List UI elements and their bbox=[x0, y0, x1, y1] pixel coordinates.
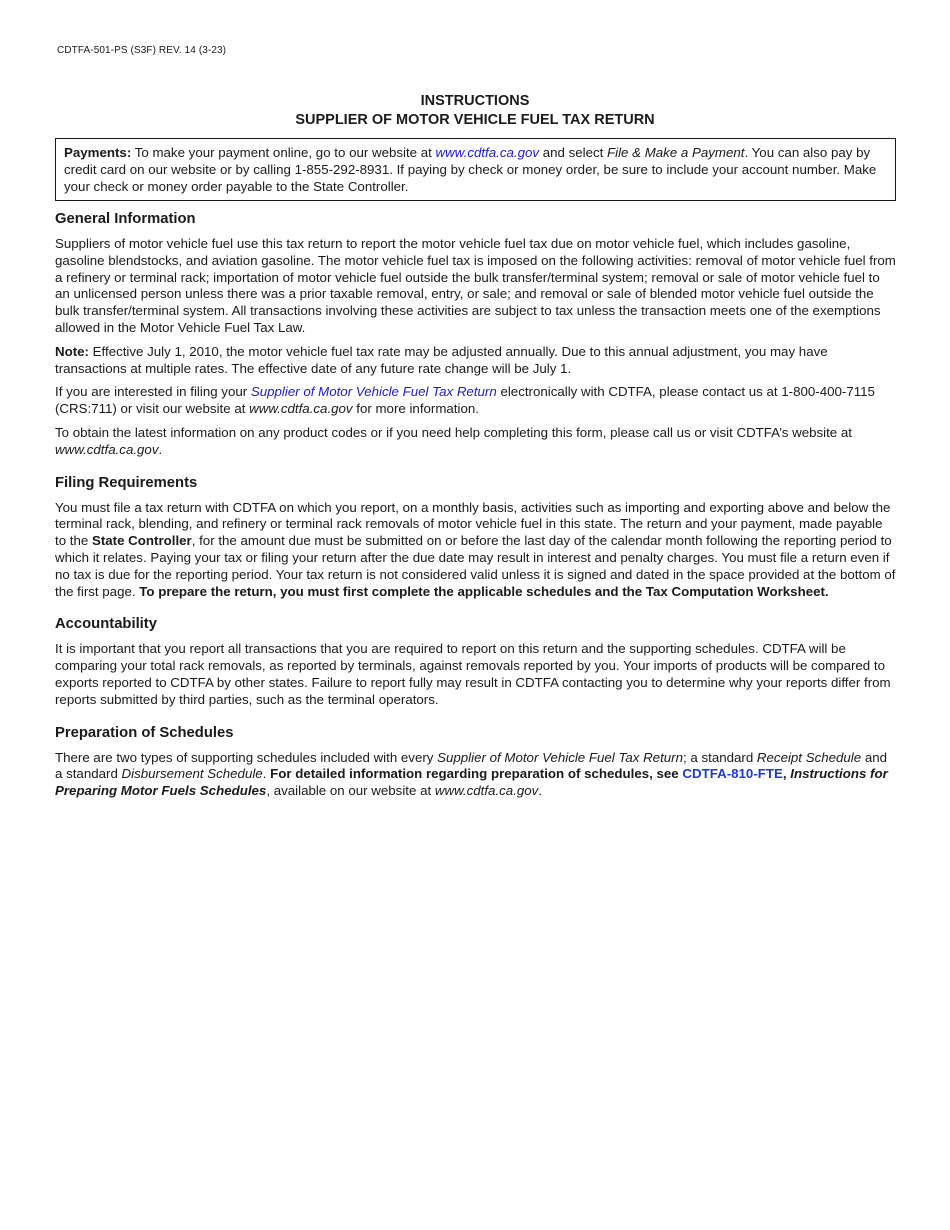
preparation-of-schedules-section bbox=[55, 724, 897, 800]
receipt-schedule: Receipt Schedule bbox=[756, 749, 862, 765]
filing-text-1: You must file a tax return with CDTFA on which you report, on a monthly basis, activities such as importing and exporting above and below the terminal rack, blending, and refinery or terminal rack removals of motor vehicle fuel in this state. The return and your payment, made payable to the bbox=[55, 499, 891, 549]
state-controller: State Controller bbox=[91, 533, 192, 549]
general-information-section bbox=[55, 210, 897, 459]
filing-text-2: , for the amount due must be submitted on or before the last day of the calendar month following the reporting period to which it relates. Paying your tax or filing your return after the due date may result in interest and penalty charges. You must file a return even if no tax is due for the reporting period. Your tax return is not considered valid unless it is signed and dated in the space provided at the bottom of the first page. bbox=[55, 533, 896, 599]
general-information-heading: General Information bbox=[55, 211, 196, 227]
note-label: Note: bbox=[55, 343, 89, 359]
title-line-1: INSTRUCTIONS bbox=[420, 93, 530, 109]
schedules-comma: , bbox=[782, 766, 791, 782]
electronic-filing-text-2: electronically with CDTFA, please contact us at 1-800-400-7115 (CRS:711) or visit our website at bbox=[55, 384, 875, 417]
product-codes-website: www.cdtfa.ca.gov bbox=[55, 441, 159, 457]
schedules-website: www.cdtfa.ca.gov bbox=[434, 783, 539, 799]
product-codes-text-2: . bbox=[158, 441, 163, 457]
preparation-of-schedules-heading: Preparation of Schedules bbox=[55, 724, 234, 741]
filing-requirements-section bbox=[55, 474, 897, 601]
general-information-paragraph: Suppliers of motor vehicle fuel use this tax return to report the motor vehicle fuel tax due on motor vehicle fuel, which includes gasoline, gasoline blendstocks, and aviation gasoline. The motor vehicle fuel tax is imposed on the following activities: removal of motor vehicle fuel from a refinery or terminal rack; importation of motor vehicle fuel outside the bulk transfer/terminal system; removal or sale of motor vehicle fuel to an unlicensed person unless there was a prior taxable removal, entry, or sale; and removal or sale of blended motor vehicle fuel outside the bulk transfer/terminal system. All transactions involving these activities are subject to tax unless the transaction meets one of the exemptions allowed in the Motor Vehicle Fuel Tax Law. bbox=[55, 236, 896, 335]
note-text: Effective July 1, 2010, the motor vehicle fuel tax rate may be adjusted annually. Due to this annual adjustment, you may have transactions at multiple rates. The effective date of any future rate change will be July 1. bbox=[55, 343, 828, 376]
note-paragraph bbox=[55, 344, 897, 378]
schedules-text-4: . bbox=[262, 766, 271, 782]
payments-website-link[interactable]: www.cdtfa.ca.gov bbox=[435, 145, 540, 160]
motor-fuels-instructions-title: Instructions for Preparing Motor Fuels Schedules bbox=[55, 766, 888, 799]
disbursement-schedule: Disbursement Schedule bbox=[121, 766, 263, 782]
cdtfa-810-fte-link[interactable]: CDTFA-810-FTE bbox=[682, 766, 783, 782]
instructions-content bbox=[55, 210, 897, 815]
filing-requirements-paragraph bbox=[55, 500, 897, 601]
preparation-of-schedules-paragraph bbox=[55, 750, 897, 800]
accountability-paragraph: It is important that you report all transactions that you are required to report on this return and the supporting schedules. CDTFA will be comparing your total rack removals, as reported by terminals, against removals reported by you. Your imports of products will be compared to exports reported to CDTFA by other states. Failure to report fully may result in CDTFA contacting you to determine why your reports differ from reports submitted by third parties, such as the terminal operators. bbox=[55, 641, 891, 707]
payments-label: Payments: bbox=[64, 145, 132, 160]
schedules-text-2: ; a standard bbox=[683, 749, 757, 765]
title-line-2: SUPPLIER OF MOTOR VEHICLE FUEL TAX RETURN bbox=[295, 112, 655, 128]
schedules-text-1: There are two types of supporting schedules included with every bbox=[55, 749, 438, 765]
payments-text-1: To make your payment online, go to our website at bbox=[131, 145, 436, 160]
payments-text-2: and select bbox=[539, 145, 608, 160]
schedules-text-3: and a standard bbox=[55, 749, 888, 782]
product-codes-paragraph bbox=[55, 425, 897, 459]
accountability-section bbox=[55, 615, 897, 708]
filing-requirements-heading: Filing Requirements bbox=[55, 474, 198, 491]
schedules-return-name: Supplier of Motor Vehicle Fuel Tax Return bbox=[437, 749, 683, 765]
electronic-filing-text-3: for more information. bbox=[352, 401, 479, 417]
product-codes-text-1: To obtain the latest information on any product codes or if you need help completing this form, please call us or visit CDTFA’s website at bbox=[55, 424, 852, 440]
page-title bbox=[0, 92, 950, 130]
form-id: CDTFA-501-PS (S3F) REV. 14 (3-23) bbox=[57, 45, 227, 56]
schedules-text-5: , available on our website at bbox=[266, 783, 435, 799]
schedules-bold-text: For detailed information regarding preparation of schedules, see bbox=[270, 766, 683, 782]
electronic-filing-website: www.cdtfa.ca.gov bbox=[249, 401, 353, 417]
electronic-filing-text-1: If you are interested in filing your bbox=[55, 384, 251, 400]
payments-action: File & Make a Payment bbox=[607, 145, 745, 160]
filing-prepare-note: To prepare the return, you must first complete the applicable schedules and the Tax Computation Worksheet. bbox=[139, 583, 829, 599]
accountability-heading: Accountability bbox=[55, 616, 157, 633]
supplier-return-link[interactable]: Supplier of Motor Vehicle Fuel Tax Return bbox=[250, 384, 497, 400]
payments-text-3: . You can also pay by credit card on our website or by calling 1-855-292-8931. If paying by check or money order, be sure to include your account number. Make your check or money order payable to the State Controller. bbox=[64, 145, 877, 194]
schedules-text-6: . bbox=[538, 783, 543, 799]
payments-box bbox=[55, 138, 896, 201]
electronic-filing-paragraph bbox=[55, 384, 897, 418]
